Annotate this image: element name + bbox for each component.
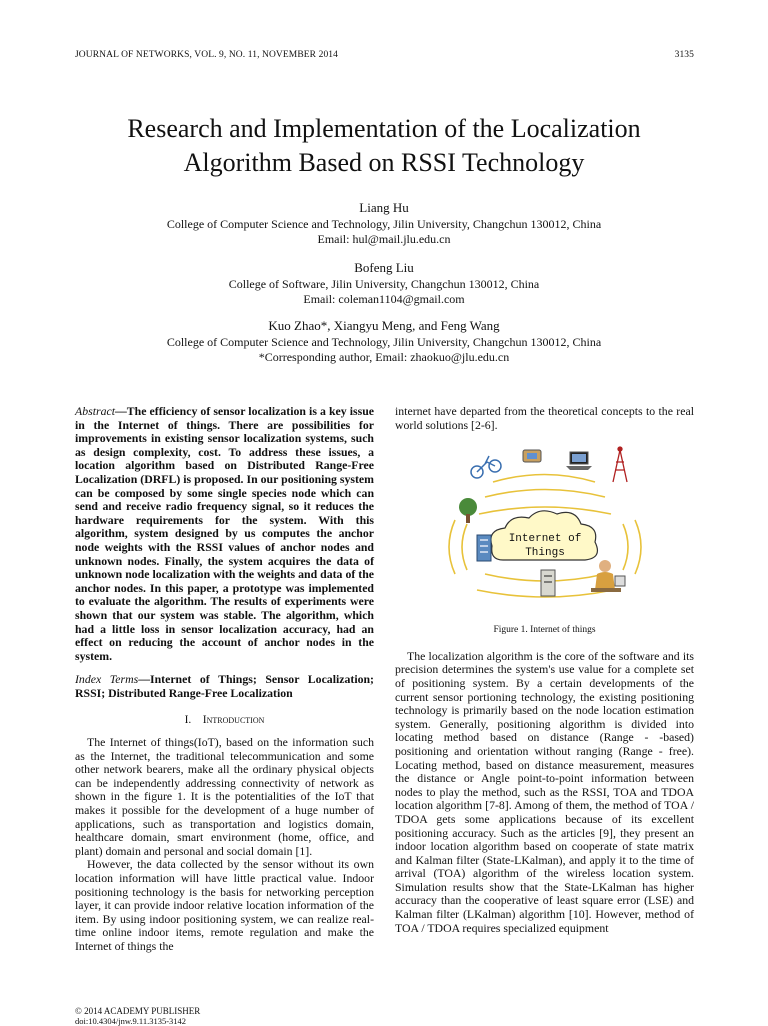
author-affiliation: College of Computer Science and Technology, Jilin University, Changchun 130012, China bbox=[166, 335, 602, 349]
abstract-text: —The efficiency of sensor localization is a key issue in the Internet of things. There are possibilities for improvements in existing sensor localization systems, such as design complexity, cost. To address these issues, a location algorithm based on Distributed Range-Free Localization (DRFL) is proposed. In our positioning system can be composed by some single species node which can send and receive radio frequency signal, so it reduces the hardware requirements for the system. With this algorithm, system designed by us computes the anchor node weights with the RSSI values of anchor nodes and unknown nodes. Finally, the system acquires the data of unknown node localization with the weights and data of the anchor nodes. In this paper, a prototype was implemented to evaluate the algorithm. The results of experiments were shown that our system was stable. The algorithm, which had a little loss in sensor localization accuracy, had an effect on reducing the account of anchor nodes in the system. bbox=[75, 404, 374, 663]
cloud-label-line-1: Internet of bbox=[508, 533, 582, 546]
author-affiliation: College of Computer Science and Technology, Jilin University, Changchun 130012, China bbox=[166, 217, 602, 231]
right-column bbox=[395, 405, 694, 935]
author-name: Liang Hu bbox=[359, 200, 409, 215]
running-header bbox=[75, 50, 694, 60]
author-email: Email: coleman1104@gmail.com bbox=[303, 292, 465, 306]
bicycle-icon bbox=[471, 456, 501, 478]
building-icon bbox=[477, 535, 491, 561]
section-heading bbox=[75, 714, 374, 728]
left-column bbox=[75, 405, 374, 954]
index-terms-text: —Internet of Things; Sensor Localization; RSSI; Distributed Range-Free Localization bbox=[75, 672, 374, 700]
index-terms bbox=[75, 673, 374, 700]
author-affiliation: College of Software, Jilin University, Changchun 130012, China bbox=[228, 277, 540, 291]
author-email: *Corresponding author, Email: zhaokuo@jlu.edu.cn bbox=[258, 350, 510, 364]
author-block-2 bbox=[60, 260, 708, 307]
section-title: Introduction bbox=[202, 714, 265, 727]
laptop-icon bbox=[566, 452, 592, 470]
title-line-1: Research and Implementation of the Localization bbox=[127, 114, 641, 143]
body-paragraph: internet have departed from the theoretical concepts to the real world solutions [2-6]. bbox=[395, 404, 694, 432]
author-email: Email: hul@mail.jlu.edu.cn bbox=[317, 232, 451, 246]
body-paragraph: The localization algorithm is the core of the software and its precision determines the system's use value for a complete set of positioning system. By a certain developments of the current sensor portioning technology, the existing positioning technology is primarily based on the node location estimation system. Generally, positioning algorithm is divided into locating method based on distance (Range - -based) positioning and orientation without ranging (Range - free). Locating method, based on distance measurement, measures the distance or Angle point-to-point information between nodes to play the method, such as the RSSI, TOA and TDOA location algorithm [7-8]. Among of them, the method of TOA / TDOA gets some applications because of its excellent positioning accuracy. Such as the articles [9], they present an indoor location algorithm based on cooperate of state matrix and Kalman filter (State-LKalman), and apply it to the time of arrival (TOA) algorithm of the wireless location system. Simulation results show that the State-LKalman has higher accuracy than the cooperative of least square error (LSE) and Kalman filter (LKalman) algorithm [10]. However, method of TOA / TDOA requires specialized equipment bbox=[395, 648, 694, 935]
abstract bbox=[75, 405, 374, 663]
journal-name: JOURNAL OF NETWORKS, VOL. 9, NO. 11, NOVEMBER 2014 bbox=[75, 50, 338, 60]
author-block-1 bbox=[60, 200, 708, 247]
doi: doi:10.4304/jnw.9.11.3135-3142 bbox=[75, 1016, 187, 1026]
tree-icon bbox=[459, 498, 477, 523]
author-name: Kuo Zhao*, Xiangyu Meng, and Feng Wang bbox=[268, 318, 500, 333]
index-terms-label: Index Terms bbox=[75, 672, 139, 687]
section-number: I. bbox=[184, 714, 192, 727]
author-name: Bofeng Liu bbox=[354, 260, 414, 275]
cloud-label-line-2: Things bbox=[525, 547, 565, 560]
iot-figure bbox=[395, 442, 694, 622]
author-block-3 bbox=[60, 318, 708, 365]
tower-icon bbox=[613, 447, 627, 482]
intro-paragraph: However, the data collected by the sensor without its own location information will have little practical value. Indoor positioning technology is the basis for networking perception layer, it can provide indoor relative location information of the item. By using indoor positioning system, we can realize real-time online indoor items, remote regulation and make the Internet of things the bbox=[75, 857, 374, 953]
intro-paragraph: The Internet of things(IoT), based on the information such as the Internet, the traditional telecommunication and some other network bearers, make all the ordinary physical objects can be independently addressing connectivity of network as shown in the figure 1. It is the potentialities of the IoT that makes it possible for the development of a huge number of applications, such as transportation and logistics domain, healthcare domain, smart environment (home, office, and plant) domain and personal and social domain [1]. bbox=[75, 735, 374, 858]
abstract-label: Abstract bbox=[75, 404, 115, 418]
server-icon bbox=[541, 570, 555, 596]
figure-caption: Figure 1. Internet of things bbox=[493, 625, 596, 636]
gadget-icon bbox=[523, 450, 541, 462]
title-line-2: Algorithm Based on RSSI Technology bbox=[183, 148, 585, 177]
paper-title bbox=[40, 112, 728, 180]
page-number: 3135 bbox=[674, 50, 694, 60]
iot-diagram bbox=[395, 442, 694, 622]
copyright: © 2014 ACADEMY PUBLISHER bbox=[75, 1006, 201, 1016]
page-footer bbox=[75, 1006, 200, 1026]
